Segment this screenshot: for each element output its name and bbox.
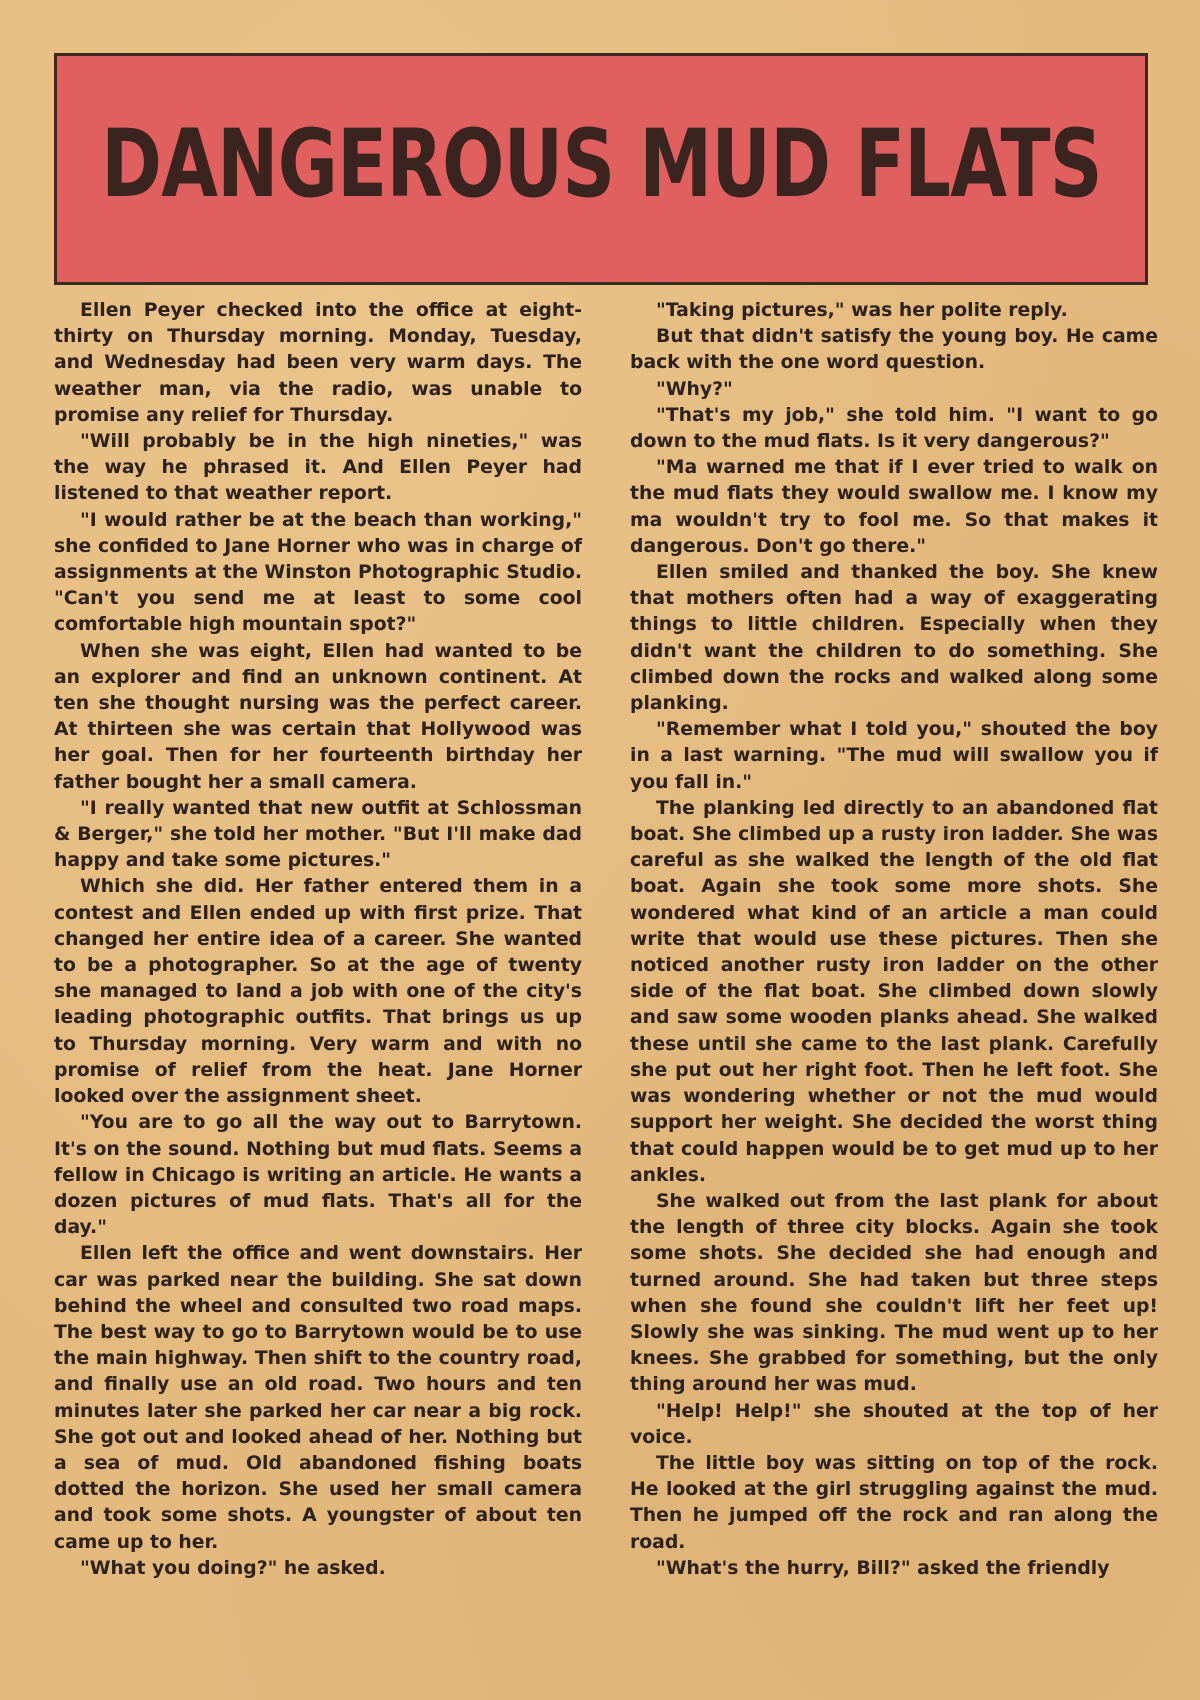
paragraph: "I really wanted that new outfit at Schlossman & Berger," she told her mother. "But I'll make dad happy and take some pictures." bbox=[54, 797, 582, 872]
paragraph: Ellen smiled and thanked the boy. She knew that mothers often had a way of exaggerating things to little children. Especially when they didn't want the children to do something. She climbed down the rocks and walked along some planking. bbox=[630, 562, 1158, 715]
paragraph: The planking led directly to an abandoned flat boat. She climbed up a rusty iron ladder. She was careful as she walked the length of the old flat boat. Again she took some more shots. She wondered what kind of an article a man could write that would use these pictures. Then she noticed another rusty iron ladder on the other side of the flat boat. She climbed down slowly and saw some wooden planks ahead. She walked these until she came to the last plank. Carefully she put out her right foot. Then he left foot. She was wondering whether or not the mud would support her weight. She decided the worst thing that could happen would be to get mud up to her ankles. bbox=[630, 797, 1158, 1186]
paragraph: "Will probably be in the high nineties," was the way he phrased it. And Ellen Peyer had listened to that weather report. bbox=[54, 431, 582, 505]
paragraph: Ellen left the office and went downstairs. Her car was parked near the building. She sat down behind the wheel and consulted two road maps. The best way to go to Barrytown would be to use the main highway. Then shift to the country road, and finally use an old road. Two hours and ten minutes later she parked her car near a big rock. She got out and looked ahead of her. Nothing but a sea of mud. Old abandoned fishing boats dotted the horizon. She used her small camera and took some shots. A youngster of about ten came up to her. bbox=[54, 1243, 582, 1553]
left-column bbox=[54, 298, 582, 1598]
paragraph: "What's the hurry, Bill?" asked the friendly bbox=[656, 1557, 1110, 1579]
paragraph: The little boy was sitting on top of the rock. He looked at the girl struggling against the mud. Then he jumped off the rock and ran along the road. bbox=[630, 1452, 1158, 1553]
paragraph: Ellen Peyer checked into the office at eight-thirty on Thursday morning. Monday, Tuesday, and Wednesday had been very warm days. The weather man, via the radio, was unable to promise any relief for Thursday. bbox=[54, 300, 582, 426]
paragraph: "That's my job," she told him. "I want to go down to the mud flats. Is it very dangerous?" bbox=[630, 404, 1158, 453]
paragraph: "Ma warned me that if I ever tried to walk on the mud flats they would swallow me. I know my ma wouldn't try to fool me. So that makes it dangerous. Don't go there." bbox=[630, 457, 1158, 557]
paragraph: "I would rather be at the beach than working," she confided to Jane Horner who was in charge of assignments at the Winston Photographic Studio. "Can't you send me at least to some cool comfortable high mountain spot?" bbox=[54, 509, 582, 636]
paragraph: But that didn't satisfy the young boy. He came back with the one word question. bbox=[630, 326, 1158, 374]
paragraph: "What you doing?" he asked. bbox=[80, 1557, 386, 1579]
paragraph: "You are to go all the way out to Barrytown. It's on the sound. Nothing but mud flats. Seems a fellow in Chicago is writing an article. He wants a dozen pictures of mud flats. That's all for the day." bbox=[54, 1112, 582, 1239]
paragraph: She walked out from the last plank for about the length of three city blocks. Again she took some shots. She decided she had enough and turned around. She had taken but three steps when she found she couldn't lift her feet up! Slowly she was sinking. The mud went up to her knees. She grabbed for something, but the only thing around her was mud. bbox=[630, 1190, 1158, 1396]
paragraph: Which she did. Her father entered them in a contest and Ellen ended up with first prize. That changed her entire idea of a career. She wanted to be a photographer. So at the age of twenty she managed to land a job with one of the city's leading photographic outfits. That brings us up to Thursday morning. Very warm and with no promise of relief from the heat. Jane Horner looked over the assignment sheet. bbox=[54, 876, 582, 1108]
article-body bbox=[54, 298, 1158, 1598]
paragraph: When she was eight, Ellen had wanted to be an explorer and find an unknown continent. At ten she thought nursing was the perfect career. At thirteen she was certain that Hollywood was her goal. Then for her fourteenth birthday her father bought her a small camera. bbox=[54, 640, 582, 793]
paragraph: "Taking pictures," was her polite reply. bbox=[656, 300, 1068, 321]
paragraph: "Help! Help!" she shouted at the top of her voice. bbox=[630, 1400, 1158, 1448]
paragraph: "Why?" bbox=[656, 378, 733, 400]
title-banner bbox=[54, 53, 1148, 285]
article-title: DANGEROUS MUD FLATS bbox=[100, 109, 1102, 219]
right-column bbox=[630, 298, 1158, 1598]
paragraph: "Remember what I told you," shouted the boy in a last warning. "The mud will swallow you if you fall in." bbox=[630, 719, 1158, 793]
